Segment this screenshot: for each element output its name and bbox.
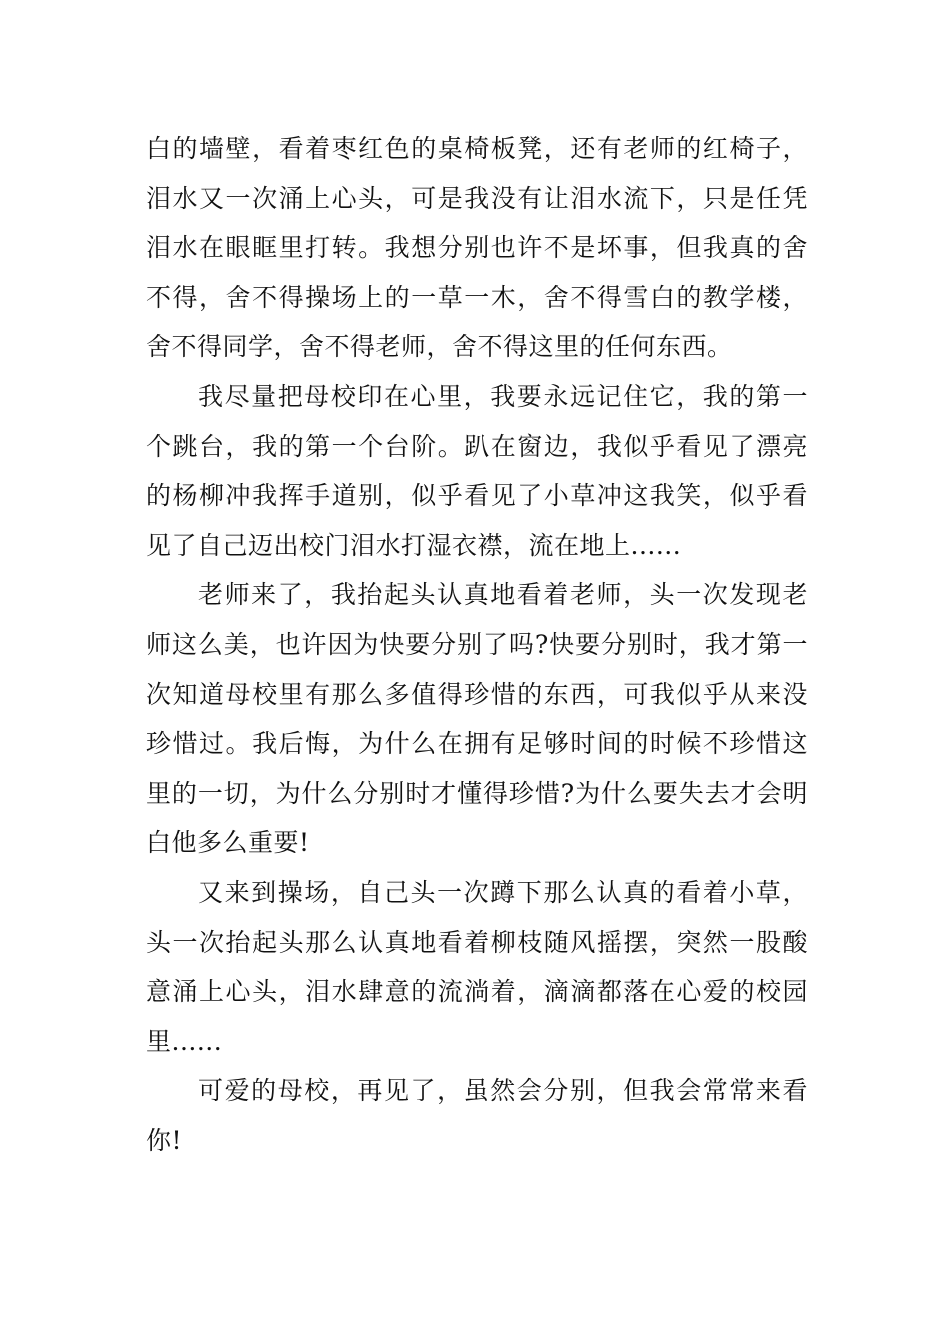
paragraph-2: 我尽量把母校印在心里，我要永远记住它，我的第一个跳台，我的第一个台阶。趴在窗边，我似乎看见了漂亮的杨柳冲我挥手道别，似乎看见了小草冲这我笑，似乎看见了自己迈出校门泪水打湿衣襟，流在地上...... [146,381,808,560]
document-body [146,124,808,1165]
paragraph-1: 白的墙壁，看着枣红色的桌椅板凳，还有老师的红椅子，泪水又一次涌上心头，可是我没有让泪水流下，只是任凭泪水在眼眶里打转。我想分别也许不是坏事，但我真的舍不得，舍不得操场上的一草一木，舍不得雪白的教学楼，舍不得同学，舍不得老师，舍不得这里的任何东西。 [146,134,808,362]
paragraph-4: 又来到操场，自己头一次蹲下那么认真的看着小草，头一次抬起头那么认真地看着柳枝随风摇摆，突然一股酸意涌上心头，泪水肆意的流淌着，滴滴都落在心爱的校园里...... [146,877,808,1056]
paragraph-5: 可爱的母校，再见了，虽然会分别，但我会常常来看你! [146,1076,808,1155]
paragraph-3: 老师来了，我抬起头认真地看着老师，头一次发现老师这么美，也许因为快要分别了吗?快要分别时，我才第一次知道母校里有那么多值得珍惜的东西，可我似乎从来没珍惜过。我后悔，为什么在拥有足够时间的时候不珍惜这里的一切，为什么分别时才懂得珍惜?为什么要失去才会明白他多么重要! [146,580,808,858]
